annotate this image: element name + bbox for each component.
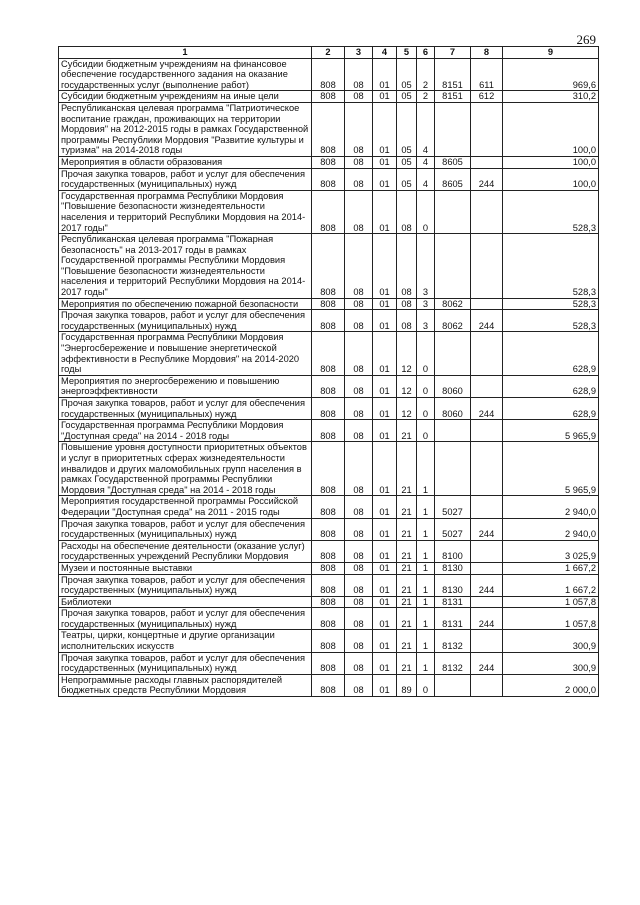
- row-name-cell: Мероприятия по обеспечению пожарной безопасности: [59, 298, 312, 310]
- code-cell: 808: [312, 518, 345, 540]
- code-cell: 244: [471, 398, 503, 420]
- code-cell: 808: [312, 540, 345, 562]
- code-cell: [435, 190, 471, 233]
- budget-table: [58, 46, 599, 697]
- row-name-cell: Мероприятия государственной программы Российской Федерации "Доступная среда" на 2011 - 2015 годы: [59, 496, 312, 518]
- amount-cell: 1 667,2: [503, 574, 599, 596]
- code-cell: 01: [373, 398, 397, 420]
- code-cell: 21: [397, 420, 417, 442]
- table-row: [59, 518, 599, 540]
- code-cell: 3: [417, 310, 435, 332]
- code-cell: 08: [397, 298, 417, 310]
- code-cell: 01: [373, 630, 397, 652]
- code-cell: 12: [397, 332, 417, 375]
- code-cell: 01: [373, 518, 397, 540]
- code-cell: 01: [373, 298, 397, 310]
- code-cell: 5027: [435, 518, 471, 540]
- row-name-cell: Государственная программа Республики Мордовия "Энергосбережение и повышение энергетической эффективности в Республике Мордовия" на 2014-2020 годы: [59, 332, 312, 375]
- code-cell: [435, 674, 471, 696]
- code-cell: 1: [417, 540, 435, 562]
- table-row: [59, 156, 599, 168]
- code-cell: 01: [373, 608, 397, 630]
- code-cell: 01: [373, 596, 397, 608]
- code-cell: 08: [345, 608, 373, 630]
- code-cell: 21: [397, 574, 417, 596]
- code-cell: 808: [312, 420, 345, 442]
- code-cell: 01: [373, 190, 397, 233]
- code-cell: 05: [397, 156, 417, 168]
- code-cell: [471, 375, 503, 397]
- code-cell: [471, 630, 503, 652]
- amount-cell: 1 057,8: [503, 608, 599, 630]
- code-cell: [471, 540, 503, 562]
- code-cell: [435, 332, 471, 375]
- column-header: 8: [471, 47, 503, 59]
- code-cell: 01: [373, 102, 397, 156]
- code-cell: 08: [345, 574, 373, 596]
- code-cell: 611: [471, 58, 503, 91]
- code-cell: 08: [345, 102, 373, 156]
- code-cell: 3: [417, 234, 435, 299]
- amount-cell: 1 057,8: [503, 596, 599, 608]
- code-cell: 08: [345, 652, 373, 674]
- code-cell: 808: [312, 168, 345, 190]
- code-cell: 0: [417, 398, 435, 420]
- code-cell: 12: [397, 375, 417, 397]
- code-cell: 8151: [435, 58, 471, 91]
- code-cell: 08: [345, 298, 373, 310]
- code-cell: [471, 190, 503, 233]
- column-header: 4: [373, 47, 397, 59]
- code-cell: 08: [345, 596, 373, 608]
- table-row: [59, 540, 599, 562]
- code-cell: [471, 496, 503, 518]
- amount-cell: 528,3: [503, 190, 599, 233]
- code-cell: [471, 102, 503, 156]
- code-cell: 244: [471, 168, 503, 190]
- row-name-cell: Государственная программа Республики Мордовия "Доступная среда" на 2014 - 2018 годы: [59, 420, 312, 442]
- code-cell: 08: [345, 332, 373, 375]
- table-row: [59, 375, 599, 397]
- code-cell: 05: [397, 102, 417, 156]
- code-cell: 08: [345, 674, 373, 696]
- code-cell: 21: [397, 608, 417, 630]
- code-cell: 3: [417, 298, 435, 310]
- code-cell: 5027: [435, 496, 471, 518]
- code-cell: 08: [345, 496, 373, 518]
- code-cell: 808: [312, 310, 345, 332]
- page-number: 269: [576, 32, 596, 47]
- code-cell: 1: [417, 652, 435, 674]
- amount-cell: 1 667,2: [503, 562, 599, 574]
- table-row: [59, 596, 599, 608]
- row-name-cell: Субсидии бюджетным учреждениям на иные цели: [59, 91, 312, 103]
- code-cell: [435, 102, 471, 156]
- code-cell: 01: [373, 652, 397, 674]
- code-cell: 21: [397, 518, 417, 540]
- code-cell: 808: [312, 442, 345, 496]
- table-row: [59, 652, 599, 674]
- code-cell: 21: [397, 562, 417, 574]
- table-row: [59, 630, 599, 652]
- row-name-cell: Прочая закупка товаров, работ и услуг для обеспечения государственных (муниципальных) нужд: [59, 310, 312, 332]
- code-cell: 808: [312, 190, 345, 233]
- row-name-cell: Непрограммные расходы главных распорядителей бюджетных средств Республики Мордовия: [59, 674, 312, 696]
- amount-cell: 5 965,9: [503, 420, 599, 442]
- table-row: [59, 234, 599, 299]
- code-cell: 8062: [435, 298, 471, 310]
- code-cell: 01: [373, 574, 397, 596]
- code-cell: [435, 234, 471, 299]
- code-cell: 01: [373, 168, 397, 190]
- table-body: [59, 58, 599, 696]
- column-header: 7: [435, 47, 471, 59]
- column-header: 5: [397, 47, 417, 59]
- code-cell: 01: [373, 58, 397, 91]
- code-cell: [471, 674, 503, 696]
- column-header: 3: [345, 47, 373, 59]
- table-row: [59, 298, 599, 310]
- row-name-cell: Прочая закупка товаров, работ и услуг для обеспечения государственных (муниципальных) нужд: [59, 652, 312, 674]
- table-row: [59, 398, 599, 420]
- code-cell: 01: [373, 91, 397, 103]
- code-cell: 8130: [435, 574, 471, 596]
- code-cell: [471, 442, 503, 496]
- table-row: [59, 574, 599, 596]
- code-cell: 1: [417, 630, 435, 652]
- code-cell: 244: [471, 310, 503, 332]
- code-cell: 08: [345, 630, 373, 652]
- code-cell: 08: [345, 442, 373, 496]
- code-cell: 8130: [435, 562, 471, 574]
- amount-cell: 528,3: [503, 234, 599, 299]
- row-name-cell: Расходы на обеспечение деятельности (оказание услуг) государственных учреждений Республики Мордовия: [59, 540, 312, 562]
- amount-cell: 2 940,0: [503, 518, 599, 540]
- table-row: [59, 674, 599, 696]
- row-name-cell: Прочая закупка товаров, работ и услуг для обеспечения государственных (муниципальных) нужд: [59, 168, 312, 190]
- code-cell: 0: [417, 332, 435, 375]
- amount-cell: 628,9: [503, 332, 599, 375]
- code-cell: [471, 596, 503, 608]
- code-cell: 05: [397, 91, 417, 103]
- code-cell: 1: [417, 574, 435, 596]
- table-row: [59, 608, 599, 630]
- code-cell: 612: [471, 91, 503, 103]
- code-cell: 244: [471, 518, 503, 540]
- code-cell: 244: [471, 652, 503, 674]
- code-cell: 808: [312, 156, 345, 168]
- row-name-cell: Прочая закупка товаров, работ и услуг для обеспечения государственных (муниципальных) нужд: [59, 574, 312, 596]
- code-cell: 08: [345, 310, 373, 332]
- code-cell: 01: [373, 540, 397, 562]
- code-cell: 808: [312, 562, 345, 574]
- code-cell: 05: [397, 168, 417, 190]
- row-name-cell: Республиканская целевая программа "Пожарная безопасность" на 2013-2017 годы в рамках Государственной программы Республики Мордовия "Повышение безопасности жизнедеятельности населения и территорий Республики Мордовия на 2014-2017 годы": [59, 234, 312, 299]
- code-cell: 21: [397, 496, 417, 518]
- table-row: [59, 496, 599, 518]
- code-cell: 08: [345, 375, 373, 397]
- row-name-cell: Прочая закупка товаров, работ и услуг для обеспечения государственных (муниципальных) нужд: [59, 608, 312, 630]
- code-cell: 8132: [435, 652, 471, 674]
- code-cell: 89: [397, 674, 417, 696]
- table-row: [59, 102, 599, 156]
- column-header: 1: [59, 47, 312, 59]
- row-name-cell: Повышение уровня доступности приоритетных объектов и услуг в приоритетных сферах жизнедеятельности инвалидов и других маломобильных групп населения в рамках Государственной программы Республики Мордовия "Доступная среда" на 2014 - 2018 годы: [59, 442, 312, 496]
- code-cell: 0: [417, 190, 435, 233]
- code-cell: 21: [397, 596, 417, 608]
- table-row: [59, 442, 599, 496]
- code-cell: 0: [417, 420, 435, 442]
- code-cell: 8131: [435, 608, 471, 630]
- code-cell: 08: [345, 190, 373, 233]
- code-cell: 8151: [435, 91, 471, 103]
- column-header: 9: [503, 47, 599, 59]
- code-cell: 2: [417, 91, 435, 103]
- code-cell: [471, 298, 503, 310]
- code-cell: 1: [417, 562, 435, 574]
- amount-cell: 528,3: [503, 298, 599, 310]
- code-cell: 808: [312, 608, 345, 630]
- code-cell: 21: [397, 540, 417, 562]
- amount-cell: 628,9: [503, 398, 599, 420]
- table-row: [59, 168, 599, 190]
- amount-cell: 969,6: [503, 58, 599, 91]
- code-cell: 808: [312, 298, 345, 310]
- table-row: [59, 562, 599, 574]
- code-cell: 01: [373, 674, 397, 696]
- code-cell: [471, 562, 503, 574]
- amount-cell: 5 965,9: [503, 442, 599, 496]
- code-cell: 08: [397, 190, 417, 233]
- code-cell: 08: [345, 518, 373, 540]
- code-cell: 8060: [435, 375, 471, 397]
- code-cell: [471, 234, 503, 299]
- amount-cell: 300,9: [503, 630, 599, 652]
- table-row: [59, 58, 599, 91]
- row-name-cell: Мероприятия в области образования: [59, 156, 312, 168]
- code-cell: 4: [417, 168, 435, 190]
- code-cell: 8605: [435, 168, 471, 190]
- code-cell: 01: [373, 496, 397, 518]
- code-cell: 01: [373, 375, 397, 397]
- code-cell: 08: [345, 234, 373, 299]
- code-cell: 08: [397, 234, 417, 299]
- amount-cell: 3 025,9: [503, 540, 599, 562]
- code-cell: 01: [373, 442, 397, 496]
- code-cell: 808: [312, 574, 345, 596]
- code-cell: 808: [312, 102, 345, 156]
- code-cell: 08: [397, 310, 417, 332]
- table-row: [59, 91, 599, 103]
- code-cell: 1: [417, 496, 435, 518]
- row-name-cell: Мероприятия по энергосбережению и повышению энергоэффективности: [59, 375, 312, 397]
- code-cell: 808: [312, 332, 345, 375]
- amount-cell: 100,0: [503, 168, 599, 190]
- code-cell: 1: [417, 608, 435, 630]
- table-row: [59, 332, 599, 375]
- code-cell: 01: [373, 332, 397, 375]
- code-cell: 8132: [435, 630, 471, 652]
- amount-cell: 528,3: [503, 310, 599, 332]
- row-name-cell: Государственная программа Республики Мордовия "Повышение безопасности жизнедеятельности населения и территорий Республики Мордовия на 2014-2017 годы": [59, 190, 312, 233]
- amount-cell: 300,9: [503, 652, 599, 674]
- code-cell: 244: [471, 574, 503, 596]
- code-cell: 1: [417, 518, 435, 540]
- code-cell: 08: [345, 58, 373, 91]
- code-cell: 08: [345, 91, 373, 103]
- code-cell: 2: [417, 58, 435, 91]
- code-cell: 8062: [435, 310, 471, 332]
- code-cell: [471, 156, 503, 168]
- code-cell: 08: [345, 156, 373, 168]
- code-cell: 1: [417, 596, 435, 608]
- amount-cell: 2 940,0: [503, 496, 599, 518]
- code-cell: 808: [312, 91, 345, 103]
- code-cell: 08: [345, 540, 373, 562]
- code-cell: 0: [417, 674, 435, 696]
- code-cell: 808: [312, 58, 345, 91]
- amount-cell: 2 000,0: [503, 674, 599, 696]
- code-cell: 0: [417, 375, 435, 397]
- code-cell: 08: [345, 562, 373, 574]
- code-cell: 08: [345, 420, 373, 442]
- table-row: [59, 420, 599, 442]
- row-name-cell: Субсидии бюджетным учреждениям на финансовое обеспечение государственного задания на оказание государственных услуг (выполнение работ): [59, 58, 312, 91]
- code-cell: 21: [397, 652, 417, 674]
- code-cell: 808: [312, 398, 345, 420]
- code-cell: 01: [373, 234, 397, 299]
- code-cell: 21: [397, 442, 417, 496]
- amount-cell: 310,2: [503, 91, 599, 103]
- code-cell: 08: [345, 398, 373, 420]
- code-cell: 01: [373, 156, 397, 168]
- code-cell: [471, 332, 503, 375]
- code-cell: 1: [417, 442, 435, 496]
- row-name-cell: Прочая закупка товаров, работ и услуг для обеспечения государственных (муниципальных) нужд: [59, 518, 312, 540]
- code-cell: 01: [373, 310, 397, 332]
- code-cell: 808: [312, 630, 345, 652]
- table-header-row: [59, 47, 599, 59]
- code-cell: 01: [373, 562, 397, 574]
- code-cell: [435, 420, 471, 442]
- row-name-cell: Республиканская целевая программа "Патриотическое воспитание граждан, проживающих на территории Мордовия" на 2012-2015 годы в рамках Государственной программы Республики Мордовия "Развитие культуры и туризма" на 2014-2018 годы: [59, 102, 312, 156]
- code-cell: 244: [471, 608, 503, 630]
- code-cell: 808: [312, 496, 345, 518]
- code-cell: [435, 442, 471, 496]
- row-name-cell: Библиотеки: [59, 596, 312, 608]
- row-name-cell: Музеи и постоянные выставки: [59, 562, 312, 574]
- amount-cell: 100,0: [503, 156, 599, 168]
- code-cell: 8605: [435, 156, 471, 168]
- code-cell: 4: [417, 102, 435, 156]
- code-cell: 12: [397, 398, 417, 420]
- code-cell: 08: [345, 168, 373, 190]
- code-cell: 4: [417, 156, 435, 168]
- code-cell: 8060: [435, 398, 471, 420]
- table-row: [59, 190, 599, 233]
- code-cell: 808: [312, 375, 345, 397]
- column-header: 2: [312, 47, 345, 59]
- code-cell: 05: [397, 58, 417, 91]
- code-cell: 808: [312, 652, 345, 674]
- amount-cell: 628,9: [503, 375, 599, 397]
- code-cell: [471, 420, 503, 442]
- row-name-cell: Прочая закупка товаров, работ и услуг для обеспечения государственных (муниципальных) нужд: [59, 398, 312, 420]
- table-row: [59, 310, 599, 332]
- code-cell: 8100: [435, 540, 471, 562]
- code-cell: 21: [397, 630, 417, 652]
- row-name-cell: Театры, цирки, концертные и другие организации исполнительских искусств: [59, 630, 312, 652]
- amount-cell: 100,0: [503, 102, 599, 156]
- code-cell: 01: [373, 420, 397, 442]
- column-header: 6: [417, 47, 435, 59]
- code-cell: 808: [312, 674, 345, 696]
- code-cell: 8131: [435, 596, 471, 608]
- code-cell: 808: [312, 596, 345, 608]
- code-cell: 808: [312, 234, 345, 299]
